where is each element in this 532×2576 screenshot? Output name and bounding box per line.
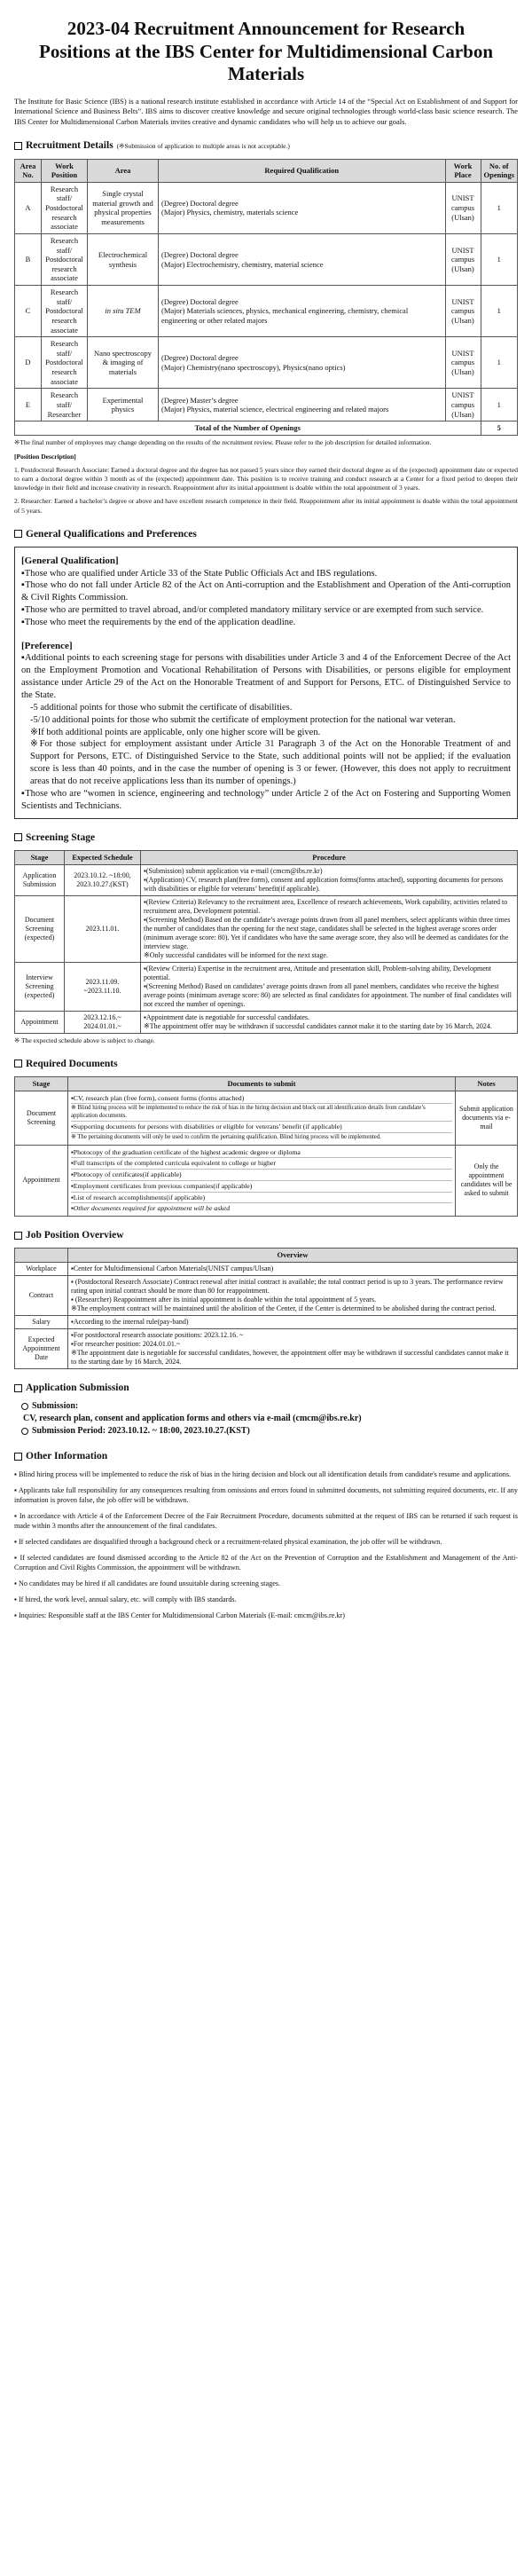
job-label: Salary xyxy=(15,1316,68,1329)
job-label: Expected Appointment Date xyxy=(15,1329,68,1369)
pref-item: -5/10 additional points for those who submit the certificate of employment protection for the national war veteran. xyxy=(30,714,456,725)
column-header: Work Place xyxy=(445,159,481,182)
job-heading xyxy=(14,1229,518,1241)
gq-list xyxy=(21,568,511,629)
other-info-item: ▪ No candidates may be hired if all candidates are found unsuitable during screening stages. xyxy=(14,1579,281,1588)
submission-period: Submission Period: 2023.10.12. ~ 18:00, 2023.10.27.(KST) xyxy=(32,1426,250,1437)
job-table-header: Overview xyxy=(68,1249,518,1263)
document-item: ▪Other documents required for appointment will be asked xyxy=(71,1204,231,1213)
table-row xyxy=(15,1091,518,1145)
other-info-item: ▪ If selected candidates are found dismissed according to the Article 82 of the Act on the Prevention of Corruption and the Establishment and Management of the Anti-Corruption and Civil Rights Commission, the appointment will be withdrawn. xyxy=(14,1554,518,1572)
stage: Application Submission xyxy=(15,864,65,895)
openings: 1 xyxy=(481,337,517,389)
total-label: Total of the Number of Openings xyxy=(15,421,481,436)
application-heading xyxy=(14,1382,518,1394)
documents-heading-text: Required Documents xyxy=(26,1058,118,1069)
position-description-title: [Position Description] xyxy=(14,452,76,461)
other-heading xyxy=(14,1450,518,1462)
document-item: ▪List of research accomplishments(if applicable) xyxy=(71,1193,452,1204)
doc-items-cell xyxy=(68,1091,456,1145)
checkbox-square-icon xyxy=(14,142,22,150)
other-info-item: ▪ Blind hiring process will be implemented to reduce the risk of bias in the hiring decision and block out all identification details from candidate's resume and applications. xyxy=(14,1469,512,1478)
document-item: ▪Employment certificates from previous companies(if applicable) xyxy=(71,1181,452,1193)
table-row xyxy=(15,1263,518,1276)
documents-table-header xyxy=(15,1077,518,1091)
table-row xyxy=(15,962,518,1011)
total-value: 5 xyxy=(481,421,517,436)
job-detail: ▪Center for Multidimensional Carbon Materials(UNIST campus/Ulsan) xyxy=(68,1263,518,1276)
work-position: Research staff/ Postdoctoral research associate xyxy=(42,286,88,337)
document-item: ▪Photocopy of the graduation certificate of the highest academic degree or diploma xyxy=(71,1147,452,1159)
document-item: ▪Supporting documents for persons with disabilities or eligible for veterans’ benefit (if applicable) xyxy=(71,1122,452,1133)
work-place: UNIST campus (Ulsan) xyxy=(445,337,481,389)
required-qualification: (Degree) Doctoral degree (Major) Electrochemistry, chemistry, material science xyxy=(159,233,446,285)
gq-item: ▪Those who do not fall under Article 82 of the Act on Anti-corruption and the Establishment and Operation of the Anti-corruption & Civil Rights Commission. xyxy=(21,580,511,603)
pref-item: -5 additional points for those who submit the certificate of disabilities. xyxy=(30,702,293,713)
procedure: ▪(Submission) submit application via e-mail (cmcm@ibs.re.kr) ▪(Application) CV, research plan(free form), consent and application forms(forms attached), supporting documents for persons with disabilities or eligible for veterans’ benefit(if applicable). xyxy=(141,864,518,895)
pref-item: ▪Additional points to each screening stage for persons with disabilities under Article 3 and 4 of the Enforcement Decree of the Act on the Employment Promotion and Vocational Rehabilitation of Persons with Disabilities, or persons eligible for employment assistance under Article 29 of the Act on the Honorable Treatment of and Support for Persons, ETC. of Distinguished Service to the State. xyxy=(21,653,511,701)
table-row xyxy=(15,1276,518,1316)
work-position: Research staff/ Researcher xyxy=(42,389,88,421)
recruitment-note: (※Submission of application to multiple areas is not acceptable.) xyxy=(116,141,290,150)
recruitment-footnote: ※The final number of employees may change depending on the results of the recruitment review. Please refer to the job description for detailed information. xyxy=(14,437,432,446)
general-heading-text: General Qualifications and Preferences xyxy=(26,528,197,540)
other-heading-text: Other Information xyxy=(26,1451,108,1462)
stage: Document Screening (expected) xyxy=(15,895,65,962)
work-position: Research staff/ Postdoctoral research associate xyxy=(42,182,88,233)
app-note: Only the appointment candidates will be asked to submit xyxy=(456,1145,518,1216)
work-place: UNIST campus (Ulsan) xyxy=(445,233,481,285)
application-block xyxy=(21,1400,518,1438)
required-qualification: (Degree) Doctoral degree (Major) Chemistry(nano spectroscopy), Physics(nano optics) xyxy=(159,337,446,389)
position-description-2: 2. Researcher: Earned a bachelor’s degree or above and have excellent research competence in their field. Reappointment after its initial appointment is doable within the total appointment of 5 years. xyxy=(14,497,518,515)
openings: 1 xyxy=(481,286,517,337)
column-header: Work Position xyxy=(42,159,88,182)
table-row xyxy=(15,1329,518,1369)
procedure: ▪(Review Criteria) Relevancy to the recruitment area, Excellence of research achievements, Work capability, activities related to recruitment area, Development potential. ▪(Screening Method) Based on the candidate’s average points drawn from all panel members, select applicants within three times the number of candidates than the opening for the next stage, candidates shall be selected in the highest average scores order (minimum average score: 80). Yet if candidates who have the same average score, they also will be deemed as candidates for the interview stage. ※Only successful candidates will be informed for the next stage. xyxy=(141,895,518,962)
column-header: No. of Openings xyxy=(481,159,517,182)
procedure: ▪(Review Criteria) Expertise in the recruitment area, Attitude and presentation skill, Problem-solving ability, Development potential. ▪(Screening Method) Based on candidates’ average points drawn from all panel members, candidates who receive the highest average points (minimum average score: 80) are selected as final candidates for appointment. The number of final candidates will not exceed the number of openings. xyxy=(141,962,518,1011)
recruitment-table xyxy=(14,159,518,436)
schedule: 2023.10.12. ~18:00, 2023.10.27.(KST) xyxy=(65,864,141,895)
area: in situ TEM xyxy=(88,286,159,337)
document-item: ▪Full transcripts of the completed curricula equivalent to college or higher xyxy=(71,1158,452,1170)
screening-table xyxy=(14,850,518,1034)
area: Experimental physics xyxy=(88,389,159,421)
pref-item: ▪Those who are “women in science, engineering and technology” under Article 2 of the Act on Fostering and Supporting Women Scientists and Technicians. xyxy=(21,788,511,811)
circle-bullet-icon xyxy=(21,1428,28,1435)
table-row xyxy=(15,864,518,895)
app-items-cell xyxy=(68,1145,456,1216)
table-row xyxy=(15,286,518,337)
area-no: E xyxy=(15,389,42,421)
gq-title: [General Qualification] xyxy=(21,555,119,567)
table-row xyxy=(15,1145,518,1216)
work-position: Research staff/ Postdoctoral research associate xyxy=(42,337,88,389)
job-detail: ▪ (Postdoctoral Research Associate) Contract renewal after initial contract is available; the total contract period is up to 3 years. The performance review rating upon initial contract should be more than 80 for reappointment. ▪ (Researcher) Reappointment after its initial appointment is doable within the total appointment of 5 years. ※The employment contract will be maintained until the abolition of the Center, if the Center is determined to be abolished during the contract period. xyxy=(68,1276,518,1316)
total-row xyxy=(15,421,518,436)
procedure: ▪Appointment date is negotiable for successful candidates. ※The appointment offer may be withdrawn if successful candidates cannot make it to the starting date by 16 March, 2024. xyxy=(141,1011,518,1033)
required-qualification: (Degree) Master’s degree (Major) Physics, material science, electrical engineering and related majors xyxy=(159,389,446,421)
job-table xyxy=(14,1248,518,1369)
page xyxy=(14,18,518,1621)
stage: Appointment xyxy=(15,1011,65,1033)
recruitment-table-header xyxy=(15,159,518,182)
stage: Interview Screening (expected) xyxy=(15,962,65,1011)
other-info-item: ▪ If selected candidates are disqualified through a background check or a recruitment-related physical examination, the job offer will be withdrawn. xyxy=(14,1538,442,1547)
checkbox-square-icon xyxy=(14,1453,22,1461)
table-row xyxy=(15,182,518,233)
column-header: Documents to submit xyxy=(68,1077,456,1091)
other-info-item: ▪ Inquiries: Responsible staff at the IBS Center for Multidimensional Carbon Materials (E-mail: cmcm@ibs.re.kr) xyxy=(14,1611,345,1620)
area-no: B xyxy=(15,233,42,285)
required-qualification: (Degree) Doctoral degree (Major) Physics, chemistry, materials science xyxy=(159,182,446,233)
app-stage: Appointment xyxy=(15,1145,68,1216)
screening-heading-text: Screening Stage xyxy=(26,831,96,843)
work-place: UNIST campus (Ulsan) xyxy=(445,286,481,337)
checkbox-square-icon xyxy=(14,1060,22,1067)
job-detail: ▪For postdoctoral research associate positions: 2023.12.16. ~ ▪For researcher position: 2024.01.01.~ ※The appointment date is negotiable for successful candidates, however, the appointment offer may be withdrawn if successful candidates cannot make it to the starting date by 16 March, 2024. xyxy=(68,1329,518,1369)
table-row xyxy=(15,389,518,421)
column-header: Area No. xyxy=(15,159,42,182)
schedule: 2023.11.01. xyxy=(65,895,141,962)
table-row xyxy=(15,337,518,389)
area-no: A xyxy=(15,182,42,233)
other-info-list xyxy=(14,1469,518,1621)
table-row xyxy=(15,895,518,962)
schedule: 2023.11.09. ~2023.11.10. xyxy=(65,962,141,1011)
documents-table xyxy=(14,1076,518,1217)
schedule: 2023.12.16.~ 2024.01.01.~ xyxy=(65,1011,141,1033)
documents-heading xyxy=(14,1058,518,1070)
column-header: Required Qualification xyxy=(159,159,446,182)
job-detail: ▪According to the internal rule(pay-band) xyxy=(68,1316,518,1329)
pref-title: [Preference] xyxy=(21,640,73,651)
area: Electrochemical synthesis xyxy=(88,233,159,285)
screening-table-header xyxy=(15,850,518,864)
work-position: Research staff/ Postdoctoral research associate xyxy=(42,233,88,285)
intro-paragraph: The Institute for Basic Science (IBS) is a national research institute established in accordance with Article 14 of the “Special Act on Establishment of and Support for International Science and Business Belts”. IBS aims to discover creative knowledge and secure original technologies through world-class basic science research. The IBS Center for Multidimensional Carbon Materials invites creative and dynamic candidates who will help us to achieve our goals. xyxy=(14,96,518,126)
application-heading-text: Application Submission xyxy=(26,1383,129,1394)
document-item: ※ Blind hiring process will be implemented to reduce the risk of bias in the hiring decision and block out all identification details from candidate’s application documents. xyxy=(71,1104,452,1122)
other-info-item: ▪ Applicants take full responsibility for any consequences resulting from omissions and errors found in submitted documents, not submitting required documents, etc. If any information is proven false, the job offer will be withdrawn. xyxy=(14,1485,518,1504)
screening-table-body xyxy=(15,864,518,1033)
openings: 1 xyxy=(481,233,517,285)
recruitment-table-body xyxy=(15,182,518,435)
table-row xyxy=(15,1316,518,1329)
doc-stage: Document Screening xyxy=(15,1091,68,1145)
screening-footnote: ※ The expected schedule above is subject to change. xyxy=(14,1036,155,1044)
area: Nano spectroscopy & imaging of materials xyxy=(88,337,159,389)
column-header: Notes xyxy=(456,1077,518,1091)
column-header: Stage xyxy=(15,1077,68,1091)
gq-item: ▪Those who meet the requirements by the end of the application deadline. xyxy=(21,618,296,628)
document-item: ※ The pertaining documents will only be used to confirm the pertaining qualification. Blind hiring process will be implemented. xyxy=(71,1134,381,1141)
column-header: Expected Schedule xyxy=(65,850,141,864)
checkbox-square-icon xyxy=(14,530,22,538)
table-row xyxy=(15,1011,518,1033)
other-info-item: ▪ In accordance with Article 4 of the Enforcement Decree of the Fair Recruitment Procedure, documents submitted at the request of IBS can be returned if such request is made within 3 months after the announcement of the final candidates. xyxy=(14,1512,518,1531)
work-place: UNIST campus (Ulsan) xyxy=(445,389,481,421)
position-description-1: 1. Postdoctoral Research Associate: Earned a doctoral degree and the degree has not passed 5 years since they earned their doctoral degree as of the (expected) appointment date or expected to earn a doctoral degree within 3 month as of the (expected) appointment date. This position is to receive training and conduct research at a Center for a fixed period to deepen their knowledge in their field and increase creativity in research. Reappointment after its initial appointment is doable within the total appointment of 3 years. xyxy=(14,466,518,492)
recruitment-heading-text: Recruitment Details xyxy=(26,140,113,152)
submission-text: CV, research plan, consent and application forms and others via e-mail (cmcm@ibs.re.kr) xyxy=(23,1414,362,1424)
general-qualification-box xyxy=(14,547,518,819)
openings: 1 xyxy=(481,389,517,421)
circle-bullet-icon xyxy=(21,1403,28,1410)
doc-note: Submit application documents via e-mail xyxy=(456,1091,518,1145)
recruitment-heading xyxy=(14,139,518,152)
checkbox-square-icon xyxy=(14,1232,22,1240)
table-row xyxy=(15,233,518,285)
area-no: C xyxy=(15,286,42,337)
column-header: Area xyxy=(88,159,159,182)
gq-item: ▪Those who are qualified under Article 33 of the State Public Officials Act and IBS regulations. xyxy=(21,568,378,579)
column-header: Procedure xyxy=(141,850,518,864)
gq-item: ▪Those who are permitted to travel abroad, and/or completed mandatory military service or are exempted from such service. xyxy=(21,605,484,616)
submission-label: Submission: xyxy=(32,1401,79,1412)
document-item: ▪CV, research plan (free form), consent forms (forms attached) xyxy=(71,1093,452,1105)
checkbox-square-icon xyxy=(14,1384,22,1392)
general-heading xyxy=(14,528,518,540)
job-label: Workplace xyxy=(15,1263,68,1276)
work-place: UNIST campus (Ulsan) xyxy=(445,182,481,233)
area: Single crystal material growth and physical properties measurements xyxy=(88,182,159,233)
area-no: D xyxy=(15,337,42,389)
position-description xyxy=(14,453,518,516)
other-info-item: ▪ If hired, the work level, annual salary, etc. will comply with IBS standards. xyxy=(14,1595,237,1604)
document-item: ▪Photocopy of certificates(if applicable) xyxy=(71,1170,452,1181)
checkbox-square-icon xyxy=(14,833,22,841)
column-header: Stage xyxy=(15,850,65,864)
page-title: 2023-04 Recruitment Announcement for Research Positions at the IBS Center for Multidimensional Carbon Materials xyxy=(39,18,493,85)
required-qualification: (Degree) Doctoral degree (Major) Materials sciences, physics, mechanical engineering, chemistry, chemical engineering or other related majors xyxy=(159,286,446,337)
job-heading-text: Job Position Overview xyxy=(26,1230,124,1241)
openings: 1 xyxy=(481,182,517,233)
job-label: Contract xyxy=(15,1276,68,1316)
pref-item: ※For those subject for employment assistant under Article 31 Paragraph 3 of the Act on the Honorable Treatment of and Support for Persons, ETC. of Distinguished Service to the State, such additional points will not be applied; if the evaluation score is less than 40 points, and in the case the number of opening is 3 or fewer. (However, this does not apply to recruitment areas that do not receive applications less than its number of openings.) xyxy=(30,739,511,787)
job-table-body xyxy=(15,1263,518,1369)
screening-heading xyxy=(14,831,518,844)
pref-item: ※If both additional points are applicable, only one higher score will be given. xyxy=(30,727,321,737)
